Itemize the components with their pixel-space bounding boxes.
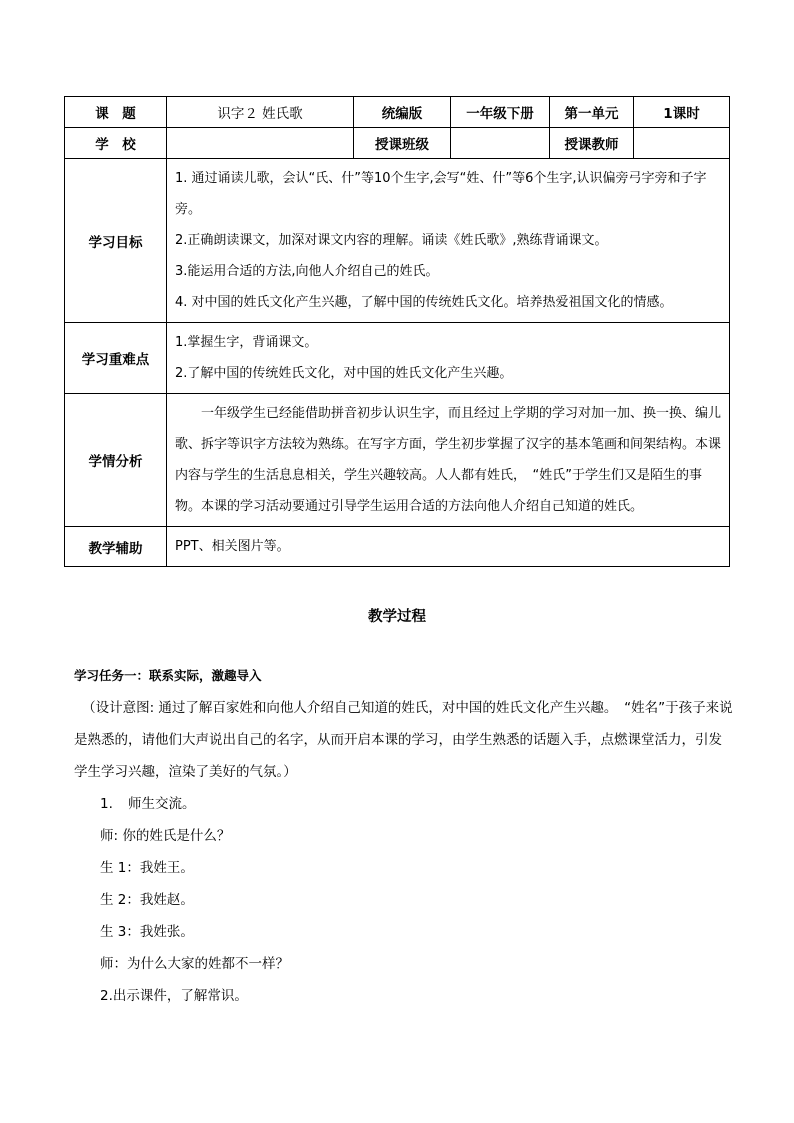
label-key-points: 学习重难点 bbox=[65, 323, 167, 394]
dialogue-line: 生 2：我姓赵。 bbox=[100, 892, 194, 908]
table-row-aids bbox=[65, 527, 730, 567]
label-teacher: 授课教师 bbox=[550, 128, 634, 159]
label-subject: 课 题 bbox=[65, 97, 167, 128]
goal-item: 4. 对中国的姓氏文化产生兴趣，了解中国的传统姓氏文化。培养热爱祖国文化的情感。 bbox=[175, 295, 673, 310]
section-title: 教学过程 bbox=[368, 609, 426, 625]
lesson-info-table bbox=[64, 96, 730, 567]
table-row-school bbox=[65, 128, 730, 159]
class-value bbox=[451, 128, 550, 159]
dialogue-line: 师: 你的姓氏是什么？ bbox=[100, 828, 231, 844]
dialogue-line: 生 1：我姓王。 bbox=[100, 860, 194, 876]
label-aids: 教学辅助 bbox=[65, 527, 167, 567]
step-2: 2.出示课件，了解常识。 bbox=[100, 988, 248, 1004]
goals-content bbox=[167, 159, 730, 323]
aids-content bbox=[167, 527, 730, 567]
teacher-value bbox=[634, 128, 730, 159]
dialogue-line: 生 3：我姓张。 bbox=[100, 924, 194, 940]
step-1-number: 1. bbox=[100, 796, 113, 812]
goal-item: 2.正确朗读课文，加深对课文内容的理解。诵读《姓氏歌》,熟练背诵课文。 bbox=[175, 233, 608, 248]
step-1-text: 师生交流。 bbox=[128, 796, 196, 812]
analysis-content bbox=[167, 394, 730, 527]
key-point-item: 1.掌握生字，背诵课文。 bbox=[175, 335, 318, 350]
label-class: 授课班级 bbox=[354, 128, 451, 159]
key-point-item: 2.了解中国的传统姓氏文化，对中国的姓氏文化产生兴趣。 bbox=[175, 366, 513, 381]
lesson-title: 识字２ 姓氏歌 bbox=[167, 97, 354, 128]
grade: 一年级下册 bbox=[451, 97, 550, 128]
design-note: （设计意图: 通过了解百家姓和向他人介绍自己知道的姓氏，对中国的姓氏文化产生兴趣。 “姓名”于孩子来说是熟悉的，请他们大声说出自己的名字，从而开启本课的学习，由学生熟悉的话题入手，点燃课堂活力，引发学生学习兴趣，渲染了美好的气氛。） bbox=[74, 700, 733, 780]
table-row-key-points bbox=[65, 323, 730, 394]
unit: 第一单元 bbox=[550, 97, 634, 128]
edition: 统编版 bbox=[354, 97, 451, 128]
task-heading: 学习任务一：联系实际，激趣导入 bbox=[74, 668, 262, 683]
key-points-content bbox=[167, 323, 730, 394]
step-1 bbox=[74, 788, 734, 820]
aids-text: PPT、相关图片等。 bbox=[175, 539, 290, 554]
analysis-text: 一年级学生已经能借助拼音初步认识生字，而且经过上学期的学习对加一加、换一换、编儿歌、拆字等识字方法较为熟练。在写字方面，学生初步掌握了汉字的基本笔画和间架结构。本课内容与学生的生活息息相关，学生兴趣较高。人人都有姓氏， “姓氏”于学生们又是陌生的事物。本课的学习活动要通过引导学生运用合适的方法向他人介绍自己知道的姓氏。 bbox=[175, 406, 722, 514]
label-school: 学 校 bbox=[65, 128, 167, 159]
school-value bbox=[167, 128, 354, 159]
table-row-goals bbox=[65, 159, 730, 323]
teaching-process bbox=[74, 660, 734, 1012]
label-analysis: 学情分析 bbox=[65, 394, 167, 527]
period: 1课时 bbox=[634, 97, 730, 128]
goal-item: 1. 通过诵读儿歌，会认“氏、什”等10个生字,会写“姓、什”等6个生字,认识偏旁弓字旁和子字旁。 bbox=[175, 171, 707, 217]
dialogue-line: 师：为什么大家的姓都不一样？ bbox=[100, 956, 289, 972]
table-row-subject bbox=[65, 97, 730, 128]
table-row-analysis bbox=[65, 394, 730, 527]
goal-item: 3.能运用合适的方法,向他人介绍自己的姓氏。 bbox=[175, 264, 439, 279]
label-goals: 学习目标 bbox=[65, 159, 167, 323]
